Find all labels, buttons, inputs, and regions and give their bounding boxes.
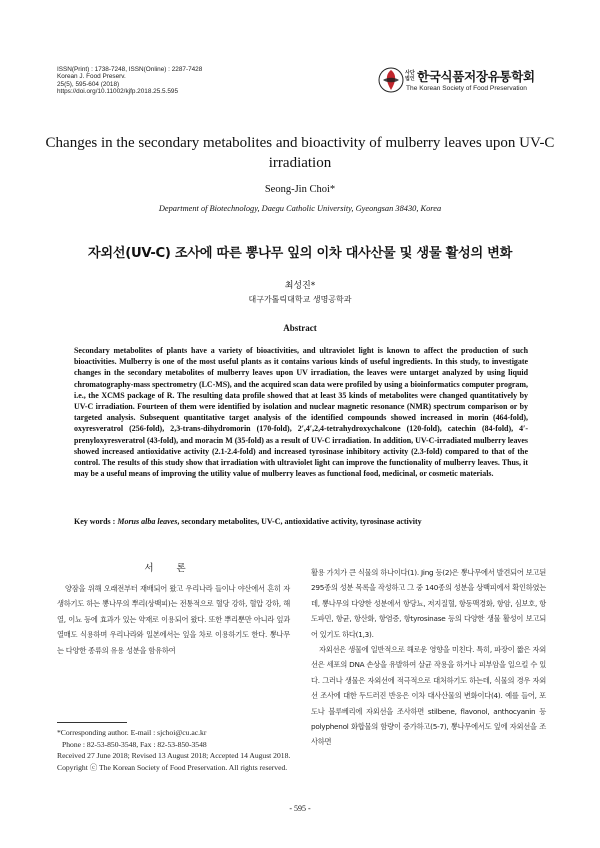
intro-paragraph-2: 자외선은 생물에 일반적으로 해로운 영향을 미친다. 특히, 파장이 짧은 자외선은 세포의 DNA 손상을 유발하여 살균 작용을 하거나 피부암을 일으킬 수 있다. 그러나 생물은 자외선에 적극적으로 대처하기도 하는데, 식물의 경우 자외선 조사에 대한 두드러진 반응은 이차 대사산물의 변화이다(4). 예를 들어, 포도나 블루베리에 자외선을 조사하면 stilbene, flavonol, anthocyanin 등 polyphenol 화합물의 함량이 증가하고(5-7), 뽕나무에서도 잎에 자외선을 조사하면 bbox=[311, 645, 546, 747]
section-heading-introduction: 서 론 bbox=[144, 563, 196, 574]
contact-phone: Phone : 82-53-850-3548, Fax : 82-53-850-3548 bbox=[62, 739, 207, 749]
footnote-divider bbox=[57, 722, 127, 723]
received-dates: Received 27 June 2018; Revised 13 August 2018; Accepted 14 August 2018. bbox=[57, 751, 291, 760]
paper-title-ko: 자외선(UV-C) 조사에 따른 뽕나무 잎의 이차 대사산물 및 생물 활성의 변화 bbox=[87, 246, 513, 261]
journal-name-line: Korean J. Food Preserv. bbox=[57, 73, 126, 81]
volume-line: 25(5), 595-604 (2018) bbox=[57, 80, 120, 88]
abstract-text: Secondary metabolites of plants have a variety of bioactivities, and ultraviolet light is known to affect the production of such bioactivities. Mulberry is one of the most useful plants as it contains various kinds of useful ingredients. In this study, to investigate changes in the secondary metabolites of mulberry leaves upon UV irradiation, the leaves were untarget analyzed by using liquid chromatography-mass spectrometry (LC-MS), and the acquired scan data were profiled by using a bioinformatics computer program, i.e., the XCMS package of R. The resulting data profile showed that at least 35 kinds of metabolites were changed quantitatively by UV-C irradiation. Fourteen of them were identified by isolation and nuclear magnetic resonance (NMR) spectrum comparison or by targeted analysis. Subsequent quantitative target analysis of the identified compounds showed increased in morin (464-fold), oxyresveratrol (256-fold), 2,3-trans-dihydromorin (170-fold), 2′,4′,2,4-tetrahydroxychalcone (120-fold), catechin (84-fold), 4′-prenyloxyresveratrol (43-fold), and moracin M (35-fold) as a result of UV-C irradiation. In addition, UV-C-irradiated mulberry leaves showed increased antioxidative activity (2.1-2.4-fold) and increased tyrosinase inhibitory activity (2.3-fold) compared to that of the control. The results of this study show that irradiation with ultraviolet light can improve the functionality of mulberry leaves. Thus, it may be a useful means of improving the utility value of mulberry leaves as functional food, medicinal, or cosmetic materials. bbox=[74, 346, 528, 479]
copyright-notice: Copyright ⓒ The Korean Society of Food Preservation. All rights reserved. bbox=[57, 762, 288, 772]
society-logo bbox=[378, 63, 548, 97]
keywords-label: Key words : bbox=[74, 517, 116, 526]
affiliation-en: Department of Biotechnology, Daegu Catholic University, Gyeongsan 38430, Korea bbox=[158, 204, 442, 213]
keywords bbox=[74, 517, 534, 526]
doi-link[interactable]: https://doi.org/10.11002/kjfp.2018.25.5.595 bbox=[57, 88, 179, 96]
author-ko: 최성진* bbox=[284, 281, 316, 291]
keywords-italic-term: Morus alba leaves bbox=[117, 517, 178, 526]
society-logo-icon bbox=[378, 67, 404, 93]
intro-paragraph-1-cont: 활용 가치가 큰 식물의 하나이다(1). Jing 등(2)은 뽕나무에서 발견되어 보고된 295종의 성분 목록을 작성하고 그 중 140종의 성분을 상백피에서 확인하였는데, 뽕나무의 다양한 성분에서 항당뇨, 저지질혈, 항동맥경화, 항암, 심보호, 항도파민, 항균, 항산화, 항염증, 항tyrosinase 등의 다양한 생물 활성이 보고되어 있기도 하다(1,3). bbox=[311, 568, 546, 639]
author-en: Seong-Jin Choi* bbox=[264, 184, 336, 195]
journal-meta bbox=[57, 66, 202, 96]
paper-title-en: Changes in the secondary metabolites and bioactivity of mulberry leaves upon UV-C irradiation bbox=[45, 135, 555, 171]
keywords-list: , secondary metabolites, UV-C, antioxidative activity, tyrosinase activity bbox=[177, 517, 422, 526]
society-label: 사단 법인 bbox=[405, 70, 415, 82]
intro-paragraph-1: 양잠을 위해 오래전부터 재배되어 왔고 우리나라 들이나 야산에서 흔히 자생하기도 하는 뽕나무의 뿌리(상백피)는 전통적으로 혈당 강하, 혈압 강하, 해열, 이뇨 등에 효과가 있는 약재로 이용되어 왔다. 또한 뿌리뿐만 아니라 잎과 열매도 식용하며 우리나라와 일본에서는 잎을 차로 이용하기도 한다. 뽕나무는 다양한 종류의 유용 성분을 함유하여 bbox=[57, 584, 290, 655]
footnote bbox=[57, 727, 293, 773]
society-name-en: The Korean Society of Food Preservation bbox=[406, 85, 527, 92]
abstract-heading: Abstract bbox=[283, 323, 317, 333]
page-number: - 595 - bbox=[289, 804, 311, 813]
corresponding-author: *Corresponding author. E-mail : sjchoi@cu.ac.kr bbox=[57, 728, 207, 737]
intro-left-column bbox=[57, 581, 290, 658]
society-name-ko: 한국식품저장유통학회 bbox=[417, 69, 535, 84]
affiliation-ko: 대구가톨릭대학교 생명공학과 bbox=[248, 295, 352, 304]
intro-right-column bbox=[311, 565, 546, 750]
issn-line: ISSN(Print) : 1738-7248, ISSN(Online) : 2287-7428 bbox=[57, 66, 203, 73]
